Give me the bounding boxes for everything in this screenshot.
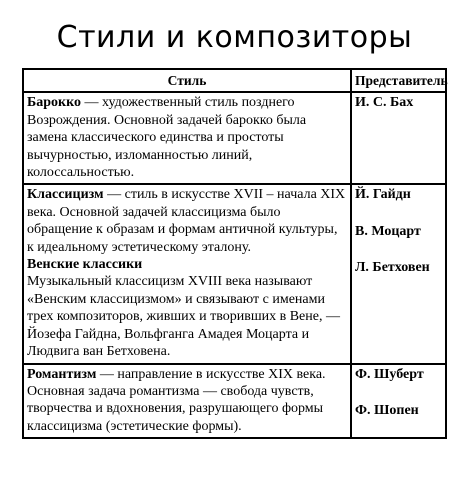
table-row-romanticism — [23, 364, 446, 439]
style-cell — [23, 364, 351, 439]
composer-name: Ф. Шопен — [355, 402, 419, 418]
composer-name: И. С. Бах — [355, 95, 414, 111]
style-description: — направление в искусстве XIX века. Основная задача романтизма — свобода чувств, творчества и вдохновения, разрушающего формы классицизма (эстетические формы). — [27, 366, 326, 434]
style-cell — [23, 92, 351, 184]
style-term: Классицизм — [27, 187, 104, 203]
table-row-baroque — [23, 92, 446, 184]
representative-cell — [351, 184, 446, 363]
substyle-description: Музыкальный классицизм XVIII века называют «Венским классицизмом» и связывают с именами трех композиторов, живших и творивших в Вене, — Йозефа Гайдна, Вольфганга Амадея Моцарта и Людвига ван Бетховена. — [27, 274, 340, 360]
header-style: Стиль — [23, 69, 351, 92]
style-term: Романтизм — [27, 366, 97, 382]
composer-name: Й. Гайдн — [355, 187, 411, 203]
composer-name: Ф. Шуберт — [355, 366, 424, 382]
page-title: Стили и композиторы — [56, 20, 413, 55]
substyle-term: Венские классики — [27, 257, 143, 273]
style-term: Барокко — [27, 95, 81, 111]
styles-composers-table — [22, 68, 447, 439]
composer-name: Л. Бетховен — [355, 260, 430, 276]
style-description: — стиль в искусстве XVII – начала XIX века. Основной задачей классицизма было обращение к образам и формам античной культуры, к идеальному эстетическому эталону. — [27, 187, 346, 255]
table-row-classicism — [23, 184, 446, 363]
representative-cell — [351, 92, 446, 184]
representative-cell — [351, 364, 446, 439]
style-description: — художественный стиль позднего Возрождения. Основной задачей барокко была замена классического единства и простоты вычурностью, изломанностью линий, колоссальностью. — [27, 95, 307, 181]
header-representative: Представитель — [351, 69, 446, 92]
composer-name: В. Моцарт — [355, 223, 421, 239]
style-cell — [23, 184, 351, 363]
table-header-row — [23, 69, 446, 92]
